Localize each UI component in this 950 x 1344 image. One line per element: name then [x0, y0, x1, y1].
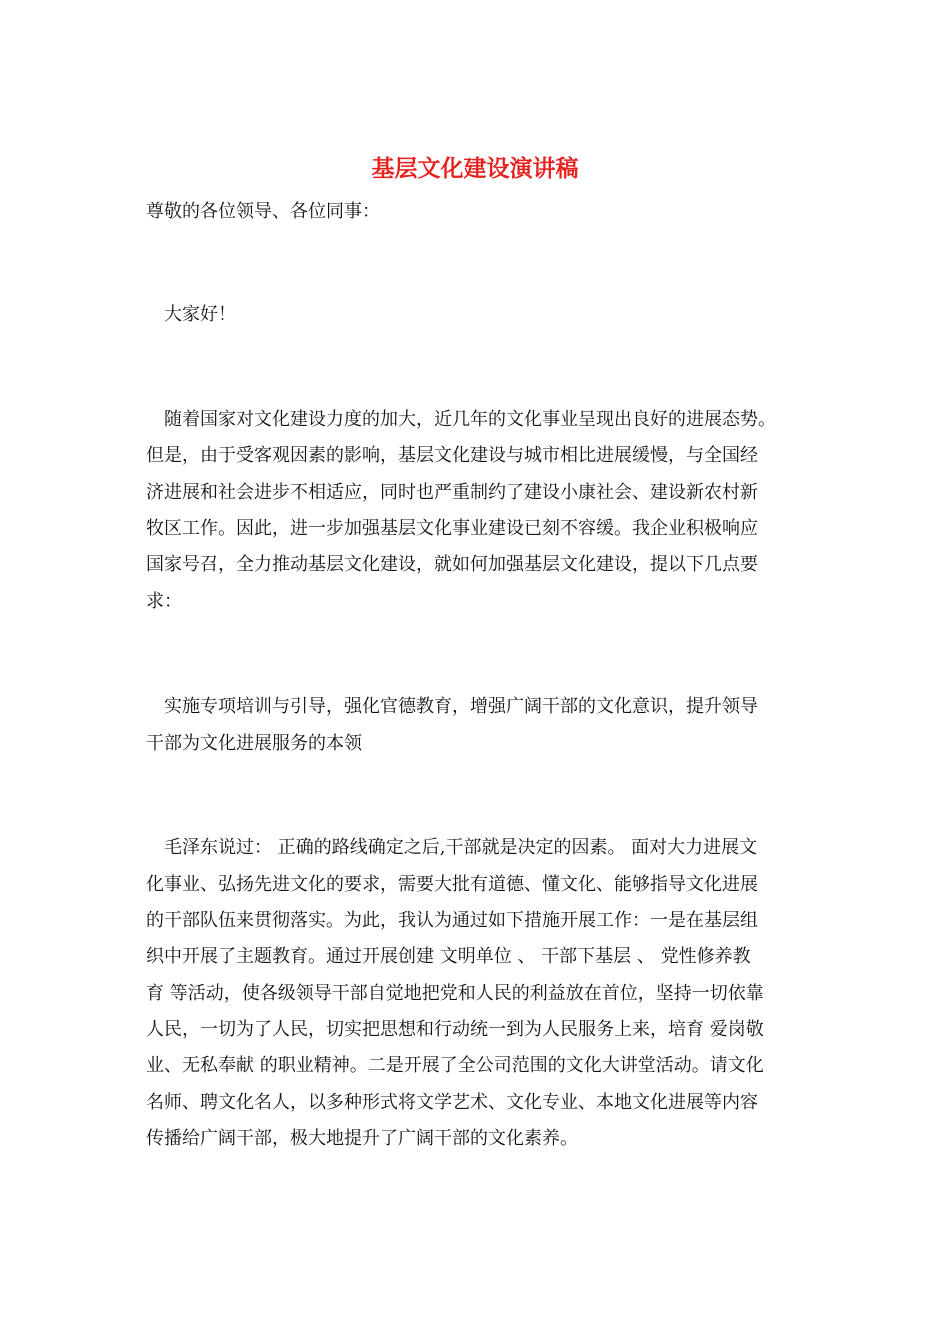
paragraph-line: 育 等活动，使各级领导干部自觉地把党和人民的利益放在首位，坚持一切依靠	[146, 983, 764, 1004]
paragraph-line: 国家号召，全力推动基层文化建设，就如何加强基层文化建设，提以下几点要	[146, 554, 758, 575]
paragraph-line: 济进展和社会进步不相适应，同时也严重制约了建设小康社会、建设新农村新	[146, 482, 758, 503]
paragraph-line: 求：	[146, 591, 182, 612]
paragraph-line: 传播给广阔干部，极大地提升了广阔干部的文化素养。	[146, 1128, 578, 1149]
salutation: 尊敬的各位领导、各位同事：	[146, 201, 380, 222]
paragraph-line: 但是，由于受客观因素的影响，基层文化建设与城市相比进展缓慢，与全国经	[146, 445, 758, 466]
paragraph-line: 实施专项培训与引导，强化官德教育，增强广阔干部的文化意识，提升领导	[164, 696, 758, 717]
paragraph-line: 随着国家对文化建设力度的加大，近几年的文化事业呈现出良好的进展态势。	[164, 409, 776, 430]
paragraph-line: 的干部队伍来贯彻落实。为此，我认为通过如下措施开展工作：一是在基层组	[146, 910, 758, 931]
paragraph-line: 牧区工作。因此，进一步加强基层文化事业建设已刻不容缓。我企业积极响应	[146, 518, 758, 539]
paragraph-line: 名师、聘文化名人，以多种形式将文学艺术、文化专业、本地文化进展等内容	[146, 1092, 758, 1113]
document-title: 基层文化建设演讲稿	[371, 155, 579, 182]
paragraph-line: 毛泽东说过： 正确的路线确定之后,干部就是决定的因素。 面对大力进展文	[164, 837, 758, 858]
paragraph-line: 化事业、弘扬先进文化的要求，需要大批有道德、懂文化、能够指导文化进展	[146, 874, 758, 895]
paragraph-line: 织中开展了主题教育。通过开展创建 文明单位 、 干部下基层 、 党性修养教	[146, 946, 751, 967]
greeting: 大家好！	[164, 304, 236, 325]
paragraph-line: 业、无私奉献 的职业精神。二是开展了全公司范围的文化大讲堂活动。请文化	[146, 1055, 764, 1076]
paragraph-line: 干部为文化进展服务的本领	[146, 733, 362, 754]
paragraph-line: 人民，一切为了人民，切实把思想和行动统一到为人民服务上来，培育 爱岗敬	[146, 1019, 764, 1040]
